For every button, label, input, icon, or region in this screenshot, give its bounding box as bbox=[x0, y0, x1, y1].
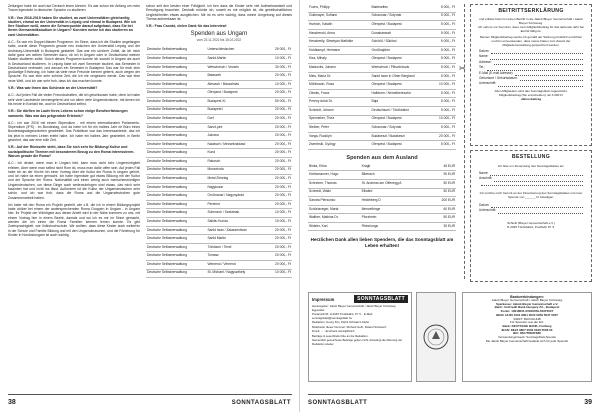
donation-place: Metal Zirkelag bbox=[206, 175, 266, 184]
bank-line: BIC: DEUTDE6F680 bbox=[513, 331, 541, 336]
table-row bbox=[308, 81, 456, 90]
donations-subtitle: vom 23.11.2021 bis 15.02.2022 bbox=[196, 38, 242, 43]
donation-amount: 20 000,- Ft bbox=[266, 115, 292, 124]
donation-place: Wemend / Véménd bbox=[206, 260, 266, 269]
membership-email-field[interactable]: E-Mail (E-mail Adresse): bbox=[471, 71, 591, 76]
order-address-2: H-2045 Törökbálint, Postfach Pf. 5. bbox=[506, 224, 556, 229]
donation-name: Deutsche Selbstverwaltung bbox=[146, 175, 206, 184]
impressum-line: Postanschrift: H-2045 Törökbálint, Pf. 5. · E-Mail: sonntagsblatt@sonntagsblatt.hu bbox=[312, 312, 373, 320]
donation-place: Sankt-Martin bbox=[206, 55, 266, 64]
donation-place: Pforzheim bbox=[361, 214, 431, 223]
table-row bbox=[146, 80, 292, 89]
donation-amount: 20 000,- Ft bbox=[266, 200, 292, 209]
donation-place: Mecsekrda bbox=[206, 166, 266, 175]
membership-birth-field[interactable]: Geburtsort / Geburtsdatum: bbox=[471, 76, 591, 81]
table-row bbox=[146, 149, 292, 158]
bank-line: IBAN: DE24 6807 0030 0048 5508 00 bbox=[501, 327, 553, 332]
table-row bbox=[146, 97, 292, 106]
donation-amount: 5 000,- Ft bbox=[432, 64, 456, 73]
bank-line: Konto: 10918001-00000059-50370007 bbox=[500, 309, 554, 314]
paragraph: A.C.: Ich denke, wenn man in Ungarn lebt, kann man nicht sehr Ungerechtigkeit erleben. Aber wenn man selbst nicht Rom ist, muss man dafür offen sein. Auf jeden Fall habe ich an der Kirche hin einer Vortrag über die Kultur der Roma in Ungarn gehört, und ich habe da einen gemacht. Ich habe irgendwie gut etwas Bildung mit der Kultur und der Sprache der Roma. Nationalität und einen wenig auch menschenwürdigen Ungarndeutschen, um diese Dinge auch weiterzubringen sind etwas, das mich sehr fasziniert hat und nicht los lässt. Außerdem ist die Kultur der Ungarndeutschen sehr schön, und ich war froh, dass die Roma und die Ungarndeutschen gute Zusammenarbeit haben. bbox=[8, 161, 140, 200]
donation-name: Deutsche Selbstverwaltung bbox=[146, 235, 206, 244]
membership-outro-1: Allen Mitgliedern wird das Sonntagsblatt zugeschickt. bbox=[494, 88, 568, 93]
person-donations-table bbox=[308, 4, 456, 150]
membership-title: BEITRITTSERKLÄRUNG bbox=[498, 8, 564, 14]
donation-name: Deutsche Selbstverwaltung bbox=[146, 80, 206, 89]
membership-date-field[interactable]: Datum: bbox=[471, 49, 591, 54]
donation-name: Deutsche Selbstverwaltung bbox=[146, 132, 206, 141]
donation-amount: 15 000,- Ft bbox=[266, 218, 292, 227]
donation-amount: 20 000,- Ft bbox=[266, 235, 292, 244]
donation-amount: 5 000,- Ft bbox=[432, 55, 456, 64]
membership-intro-3: Meinen Mitgliedsbeitrag werde ich gemäß der Satzung pünktlich entrichten und bin einverstanden, dass meine Daten zum Zweck der Mitgliederverwaltung gespeichert werden. bbox=[479, 35, 583, 47]
donation-place: Pereked bbox=[206, 200, 266, 209]
donation-name: Deutsche Selbstverwaltung bbox=[146, 158, 206, 167]
membership-outro-2: Mitgliedsbeitrag (Sie entscheiden): ab 3.000 Ft bbox=[499, 92, 563, 97]
table-row bbox=[146, 166, 292, 175]
table-row bbox=[146, 55, 292, 64]
table-row bbox=[308, 132, 456, 141]
donation-amount: 10 000,- Ft bbox=[266, 209, 292, 218]
table-row bbox=[308, 64, 456, 73]
donation-place: Bataszek bbox=[206, 72, 266, 81]
donation-name: Binka, Erika bbox=[308, 163, 361, 171]
donation-amount: 5 000,- Ft bbox=[432, 106, 456, 115]
table-row bbox=[146, 192, 292, 201]
donation-amount: 10 000,- Ft bbox=[432, 115, 456, 124]
table-row bbox=[308, 12, 456, 21]
donation-amount: 20 000,- Ft bbox=[266, 89, 292, 98]
order-form bbox=[470, 150, 592, 282]
table-row bbox=[308, 179, 456, 188]
donation-place: Budakeszi / Budakeszi bbox=[371, 132, 432, 141]
donation-amount: 5 000,- Ft bbox=[432, 98, 456, 107]
donation-amount: 25 000,- Ft bbox=[266, 46, 292, 54]
donation-place: Ofenpest / Budapest bbox=[371, 115, 432, 124]
interview-question: V.R.: Von 2016-2019 haben Sie studiert, an zwei Universitäten gleichzeitig studiert, einmal an der Universität in Leipzig und einmal in Budapest. Wie ich Ihre Studium weiß, waren die Schwerpunkte darauf aufgebaut, dass Sie bei Ihrem Germanistikstudium in Ungarn? Konnten meine Ich das studieren an zwei Universitäten. bbox=[8, 15, 137, 37]
donation-name: Winkler, Karl bbox=[308, 222, 361, 231]
bank-line: Jakob Bleyer Gemeinschaft / Jakob Bleyer Közösség bbox=[491, 298, 563, 302]
table-row bbox=[308, 188, 456, 197]
donation-name: Deutsche Selbstverwaltung bbox=[146, 218, 206, 227]
donation-name: Deutsche Selbstverwaltung bbox=[146, 123, 206, 132]
donation-amount: 30 000,- Ft bbox=[266, 63, 292, 72]
interview-question: V.R.: Auf der Rückseite steht, dass Sie sich sehr für Bildung/ Kultur und sozialpolitische Themen mit besonderem Bezug zu den Roma interessieren. Warum gerade die Roma? bbox=[8, 145, 135, 158]
membership-note: Jahresbeitrag bbox=[520, 96, 542, 101]
donation-place: Ofenpest / Budapest bbox=[371, 81, 432, 90]
cut-line bbox=[464, 4, 465, 279]
donation-name: Varga, Rudolph bbox=[308, 132, 371, 141]
donation-place: Dunaharaszti bbox=[371, 29, 432, 38]
order-address-1: Schickt (Bleyer Gemeinschaft e.V.) bbox=[507, 220, 555, 225]
donation-name: Hofdsmanner, Hugo bbox=[308, 171, 361, 180]
paragraph: Ich habe mit den Roma ein Projekt gestellt, wie z.B. die ich in einem Bildungsprojekt habe drüber bei einem der andersprechenden Roma Gruppen in Ungarn - in Ungarn hier. Ihr Projekt der Wichtigste aus dieser Arbeit wird in der Nähe kommen zu uns, mit einem Vortrag hier in einem Bezirk, damals und wo ich es mir im Sinne gemacht, werden die ich einen die Roma Familien kennen lernen konnte. Es gibt Zweisprachigkeit, wie Volkshochschule. Wir wollten, dass diese Kinder auch weiterhin in der Schule und Familie Bildung und mit den Ungarndeutschen, und die Förderung für Kinder in Nordostungarn ist auch wichtig. bbox=[8, 202, 140, 237]
impressum-line: Herausgeber: Jakob Bleyer Gemeinschaft / Jakob Bleyer Közösség Egyesület bbox=[312, 304, 396, 312]
donation-place: Werischvár / Pilisvörösvár bbox=[371, 64, 432, 73]
donation-amount: 20 000,- Ft bbox=[266, 72, 292, 81]
scissors-icon: ✂ bbox=[459, 64, 466, 73]
abroad-donations-table bbox=[308, 163, 456, 232]
interview-question: V.R.: Was war Ihnen das Schönste an der Universität? bbox=[8, 86, 98, 91]
donation-amount: 10 000,- Ft bbox=[266, 269, 292, 278]
donation-place: Wetschesch / Vecsés bbox=[206, 63, 266, 72]
footer-rule bbox=[8, 394, 292, 395]
table-row bbox=[146, 269, 292, 278]
impressum-line: Beiträge & Leserbriefe bitte an die Redaktion. bbox=[312, 333, 369, 338]
donation-amount: 20 000,- Ft bbox=[266, 140, 292, 149]
bank-line: SWIFT: BACXHUHB bbox=[513, 316, 541, 321]
donation-name: Deutsche Selbstverwaltung bbox=[146, 55, 206, 64]
donation-amount: 20 000,- Ft bbox=[266, 192, 292, 201]
order-date-field[interactable]: Datum: bbox=[471, 203, 591, 208]
impressum-box bbox=[308, 292, 412, 382]
bank-line: Die Jakob Bleyer Gemeinschaft bedankt sich für jede Spende! bbox=[485, 338, 569, 343]
article-column-2 bbox=[146, 4, 292, 278]
donation-place: Nagykozar bbox=[206, 183, 266, 192]
table-row bbox=[146, 63, 292, 72]
society-emblem-icon bbox=[422, 323, 450, 351]
donation-name: Kiss, Mihaly bbox=[308, 55, 371, 64]
donation-name: Deutsche Selbstverwaltung bbox=[146, 166, 206, 175]
membership-name-field[interactable]: Name: bbox=[471, 54, 591, 59]
donation-name: Perény Antal Dr. bbox=[308, 98, 371, 107]
donation-place: Deutschsuel / Törökbálint bbox=[371, 106, 432, 115]
donation-name: Deutsche Selbstverwaltung bbox=[146, 226, 206, 235]
donation-place: Sanct-jure bbox=[206, 123, 266, 132]
table-row bbox=[146, 89, 292, 98]
donation-amount: 5 000,- Ft bbox=[432, 4, 456, 12]
donations-title: Spenden aus Ungarn bbox=[190, 31, 248, 38]
membership-phone-field[interactable]: Tel.: bbox=[471, 65, 591, 70]
table-row bbox=[308, 141, 456, 150]
table-row bbox=[146, 158, 292, 167]
impressum-label: Impressum bbox=[312, 296, 335, 302]
table-row bbox=[308, 163, 456, 171]
donation-name: Spenneker, Thea bbox=[308, 115, 371, 124]
table-row bbox=[308, 197, 456, 206]
donation-name: Deutsche Selbstverwaltung bbox=[146, 183, 206, 192]
table-row bbox=[308, 205, 456, 214]
donation-name: Schreiner, Thomas bbox=[308, 179, 361, 188]
paragraph: A.C.: Auf jeden Fall die vielen Freundschaften, die ich geschlossen habe, denn ich habe sehr viele Landsleute kennengelernt und vor allem viele Ungarndeutsche, mit denen ich bis heute in Kontakt bin, auch in Deutschland selbst. bbox=[8, 93, 140, 106]
donation-name: Mies, Maria Dr. bbox=[308, 72, 371, 81]
donation-name: Deutsche Selbstverwaltung bbox=[146, 115, 206, 124]
donation-amount: 20 000,- Ft bbox=[266, 260, 292, 269]
donation-amount: 90 EUR bbox=[430, 171, 456, 180]
paragraph: schon seit den besten einer Fähigkeit. Ich ben dass die Kinder sehr viel Aufmerksamkeit und Ermutigung brauchen. Deshalb möchte ich, soweit es mir möglich ist, die gesellschaftlichen Ungleichheiten etwas ausgleichen. Mir ist es sehr wichtig, dass meine Umgebung auf dieses Thema aufmerksam ist. bbox=[146, 4, 292, 21]
donation-amount: 5 000,- Ft bbox=[432, 124, 456, 133]
donation-amount: 20 000,- Ft bbox=[266, 106, 292, 115]
donor-column bbox=[308, 4, 456, 249]
donation-amount: 50 EUR bbox=[430, 179, 456, 188]
table-row bbox=[146, 46, 292, 54]
donation-place: Baja bbox=[371, 98, 432, 107]
donation-place: Sankt Iwan in Ofner Bergland bbox=[371, 72, 432, 81]
donation-place: Almasch / Bácsalmás bbox=[206, 80, 266, 89]
donation-name: Zsembsik, György bbox=[308, 141, 371, 150]
impressum-line: Redaktion: Georg Krix, Patrik Schwarcz-Kiefer bbox=[312, 320, 370, 324]
donation-place: Sankt Martin bbox=[206, 235, 266, 244]
donations-table bbox=[146, 46, 292, 278]
donation-amount: 50 EUR bbox=[430, 214, 456, 223]
donation-name: Haszberoki, Anna bbox=[308, 29, 371, 38]
donation-place: Halbturm / Németkeresztúr bbox=[371, 89, 432, 98]
table-row bbox=[146, 260, 292, 269]
donation-name: Hurbich, Katalin bbox=[308, 21, 371, 30]
donation-amount: 50 000,- Ft bbox=[266, 97, 292, 106]
donation-place: Törkäsch / Tevel bbox=[206, 243, 266, 252]
thanks-message: Herzlichen Dank allen lieben Spendern, die das Sonntagsblatt am Leben erhalten! bbox=[310, 237, 454, 249]
donation-place: Solmosch / Szalatnak bbox=[206, 209, 266, 218]
table-row bbox=[146, 235, 292, 244]
donation-amount: 5 000,- Ft bbox=[432, 21, 456, 30]
donation-amount: 45 EUR bbox=[430, 163, 456, 171]
membership-address-field[interactable]: Adresse: bbox=[471, 60, 591, 65]
donation-name: Deutsche Selbstverwaltung bbox=[146, 192, 206, 201]
donation-place: Kragit bbox=[361, 163, 431, 171]
donation-place: Kund bbox=[206, 149, 266, 158]
donation-name: Deutsche Selbstverwaltung bbox=[146, 149, 206, 158]
donation-name: Deutsche Selbstverwaltung bbox=[146, 243, 206, 252]
donation-name: Deutsche Selbstverwaltung bbox=[146, 209, 206, 218]
table-row bbox=[146, 115, 292, 124]
donation-amount: 30 EUR bbox=[430, 222, 456, 231]
donation-name: Schmidt, Johann bbox=[308, 106, 371, 115]
donation-place: Dorf bbox=[206, 115, 266, 124]
bank-line: Bank: DEUTSCHE BANK, Freiburg bbox=[502, 323, 552, 328]
donation-name: Heszbertly, Sitsetyán Mathilde bbox=[308, 38, 371, 47]
table-row bbox=[308, 46, 456, 55]
donation-place: Budapest I bbox=[206, 106, 266, 115]
table-row bbox=[146, 218, 292, 227]
donation-amount: 20 000,- Ft bbox=[266, 252, 292, 261]
donation-name: Schmidt, Waltz bbox=[308, 188, 361, 197]
donation-amount: 20 000,- Ft bbox=[432, 132, 456, 141]
donation-name: Deutsche Selbstverwaltung bbox=[146, 97, 206, 106]
table-row bbox=[146, 200, 292, 209]
donation-place: St. Andreas am Offenegg A bbox=[361, 179, 431, 188]
table-row bbox=[308, 21, 456, 30]
donation-amount: 10 000,- Ft bbox=[266, 80, 292, 89]
donation-amount: 20 000,- Ft bbox=[266, 226, 292, 235]
table-row bbox=[308, 4, 456, 12]
table-row bbox=[146, 209, 292, 218]
donation-name: Deutsche Selbstverwaltung bbox=[146, 140, 206, 149]
donation-place: Badeseltes bbox=[371, 4, 432, 12]
donation-place: Rheinlungs bbox=[361, 222, 431, 231]
donation-name: Walther, Mathias Dr. bbox=[308, 214, 361, 223]
impressum-line: Druck: ... · Erscheint vierteljährlich bbox=[312, 329, 355, 333]
donation-amount: 5 000,- Ft bbox=[432, 141, 456, 150]
bank-line: Sparkasse: Jakob Bleyer Gemeinschaft e.V. bbox=[495, 301, 559, 306]
donation-amount: 60 EUR bbox=[430, 205, 456, 214]
donation-place: Salkitu Kunda bbox=[206, 218, 266, 227]
order-intro: Ich bitte um Zusendung des Sonntagsblattes an: bbox=[497, 164, 565, 168]
donation-place: Budapest XI. bbox=[206, 97, 266, 106]
donation-place: Ellwärd bbox=[361, 188, 431, 197]
donation-place: Großnarad / Nagynyárád bbox=[206, 192, 266, 201]
table-row bbox=[308, 106, 456, 115]
sonntagsblatt-logo: SONNTAGSBLATT bbox=[354, 295, 408, 303]
interview-question: V.R.: Sie dürften im Laufe Ihres Lebens schon einige Berufserfahrungen sammeln. Was war das prägendste Erlebnis? bbox=[8, 109, 128, 118]
bank-line: Verwendungszweck: Sonntagsblatt-Spende bbox=[498, 335, 556, 340]
impressum-line: Namentlich gezeichnete Beiträge geben nicht unbedingt die Meinung der Redaktion wieder. bbox=[312, 338, 403, 346]
donation-amount: 5 000,- Ft bbox=[432, 29, 456, 38]
donation-place: Schaumar / Solymár bbox=[371, 12, 432, 21]
abroad-title: Spenden aus dem Ausland bbox=[346, 154, 418, 161]
membership-signature-field[interactable]: Unterschrift: bbox=[471, 81, 591, 86]
table-row bbox=[308, 115, 456, 124]
donation-amount: 10 000,- Ft bbox=[266, 55, 292, 64]
right-page bbox=[300, 0, 600, 412]
donation-name: Olesits, Franz bbox=[308, 89, 371, 98]
order-signature-field[interactable]: Unterschrift: bbox=[471, 208, 591, 213]
donation-amount: 20 000,- Ft bbox=[266, 175, 292, 184]
order-address-field-2[interactable] bbox=[471, 182, 591, 186]
donation-place: Großhajóber bbox=[371, 46, 432, 55]
donation-name: Deutsche Selbstverwaltung bbox=[146, 46, 206, 54]
donation-amount: 5 000,- Ft bbox=[432, 72, 456, 81]
emblem-box bbox=[416, 292, 456, 382]
table-row bbox=[308, 38, 456, 47]
paragraph: Zeitungen habe ich auch auf Deutsch lesen können. Es war schon ein Anfang um mein Traum irgendwie in deutscher Sprache zu studieren. bbox=[8, 4, 140, 13]
paragraph: A.C.: Ich war 2016 mit einem Stipendium - mit einem internationalen Parlaments-Stipendium (IPS) - im Bundestag, und da habe ich für ein halbes Jahr im Büro eines Bundestagsabgeordneten gearbeitet. Das Praktikum war das Interessanteste, das ich bis jetzt in meinem Leben erlebt habe. Ich habe ein halbes Jahr gearbeitet, in Berlin gewohnt, das war eine tolle Zeit. bbox=[8, 120, 140, 143]
membership-intro-2: Ich nehme zur Kenntnis, dass mein Mitgliedsbeitrag für das laufende Jahr bei Eintritt fällig ist. bbox=[478, 25, 584, 33]
table-row bbox=[308, 72, 456, 81]
table-row bbox=[146, 123, 292, 132]
footer-brand: SONNTAGSBLATT bbox=[231, 400, 291, 406]
page-number: 39 bbox=[584, 399, 592, 406]
table-row bbox=[308, 29, 456, 38]
donation-amount: 50 EUR bbox=[430, 188, 456, 197]
donation-amount: 200 EUR bbox=[430, 197, 456, 206]
donation-place: Unterschlesischen bbox=[206, 46, 266, 54]
donation-place: Jakowa bbox=[206, 132, 266, 141]
table-row bbox=[146, 106, 292, 115]
donation-place: Rakosch bbox=[206, 158, 266, 167]
donation-amount: 20 000,- Ft bbox=[266, 243, 292, 252]
donation-amount: 10 000,- Ft bbox=[432, 81, 456, 90]
donation-place: Heidelberg D bbox=[361, 197, 431, 206]
donation-amount: 5 000,- Ft bbox=[432, 89, 456, 98]
donation-name: Sandra Pfersonko bbox=[308, 197, 361, 206]
table-row bbox=[308, 171, 456, 180]
footer-brand: SONNTAGSBLATT bbox=[308, 400, 368, 406]
bank-line: Bank: UniCredit Bank Hungary Zrt., Budapest bbox=[494, 305, 560, 310]
donation-name: Deutsche Selbstverwaltung bbox=[146, 269, 206, 278]
bank-line: Für Spenden aus der EU: bbox=[509, 320, 545, 325]
footer-rule bbox=[308, 394, 592, 395]
donation-name: Deutsche Selbstverwaltung bbox=[146, 200, 206, 209]
table-row bbox=[308, 124, 456, 133]
donation-amount: 5 000,- Ft bbox=[432, 46, 456, 55]
donation-name: Deutsche Selbstverwaltung bbox=[146, 72, 206, 81]
table-row bbox=[146, 132, 292, 141]
table-row bbox=[146, 243, 292, 252]
donation-place: Sankt Iwan / Zalaszentiván bbox=[206, 226, 266, 235]
impressum-line: Mitarbeiter dieser Nummer: Richard Guth, Roland Schwarcz bbox=[312, 324, 387, 329]
bank-title: Bankverbindungen: bbox=[510, 295, 544, 299]
order-title: BESTELLUNG bbox=[511, 154, 551, 160]
donation-place: Ofenpest / Budapest bbox=[371, 21, 432, 30]
table-row bbox=[308, 222, 456, 231]
donation-name: Markovits, Johann bbox=[308, 64, 371, 73]
table-row bbox=[146, 252, 292, 261]
donation-amount: 20 000,- Ft bbox=[266, 123, 292, 132]
donation-place: Schörlő / Sükösd bbox=[371, 38, 432, 47]
donation-place: Tomasz bbox=[206, 252, 266, 261]
page-number: 38 bbox=[8, 399, 16, 406]
table-row bbox=[146, 175, 292, 184]
table-row bbox=[146, 140, 292, 149]
donation-name: Deutsche Selbstverwaltung bbox=[146, 260, 206, 269]
order-donation-text: Ich möchte mich hiermit an der Finanzierung des Sonntagsblattes mit einer Spende von ______ Ft beteiligen: bbox=[479, 190, 583, 199]
table-row bbox=[146, 72, 292, 81]
paragraph: A.C.: Es war ein Doppel-Master Programm. Im Sinne, dass ich die Studien angefangen habe, wurde diese Programm gerade neu zwischen der Universität Leipzig und der Andrássy-Universität in Budapest gestartet. Das war ein schöner Zufall, da ich mich dafür ganz am selben Semester dazu, ob ich in Ungarn oder in Deutschland meinen Master studieren sollte. Durch dieses Programm konnte ich sowohl in Ungarn als auch in Deutschland studieren. In Leipzig habe ich zwei Semester studiert, das Semester in Deutschland verbracht, und danach ein Semester in Budapest. Das war für mich eine großartige Erfahrung, ich habe da viele neue Freunde kennen gelernt, auch wegen der Sprache. Es war eine sehr schöne Zeit, die ich nie vergessen werde. Das war eine neue Welt, und ich war sehr froh, dass ich das machen konnte. bbox=[8, 40, 140, 83]
donation-amount: 20 000,- Ft bbox=[266, 183, 292, 192]
donation-name: Holdkampf, Hermann bbox=[308, 46, 371, 55]
donation-amount: 5 000,- Ft bbox=[432, 12, 456, 21]
donation-amount: 5 000,- Ft bbox=[432, 38, 456, 47]
donation-name: Deutsche Selbstverwaltung bbox=[146, 89, 206, 98]
donation-amount: 20 000,- Ft bbox=[266, 132, 292, 141]
bank-details-box bbox=[462, 292, 592, 382]
donation-place: Nadasch / Mecseknádasd bbox=[206, 140, 266, 149]
table-row bbox=[146, 183, 292, 192]
donation-name: Deutsche Selbstverwaltung bbox=[146, 63, 206, 72]
donation-place: Schaumar / Solymár bbox=[371, 124, 432, 133]
table-row bbox=[308, 98, 456, 107]
donation-amount: 20 000,- Ft bbox=[266, 166, 292, 175]
order-name-field[interactable]: Name: bbox=[471, 171, 591, 176]
donation-name: Deutsche Selbstverwaltung bbox=[146, 106, 206, 115]
donation-place: Ofenpest / Budapest bbox=[206, 89, 266, 98]
donation-name: Fuchs, Philipp bbox=[308, 4, 371, 12]
donation-place: Ofenpest / Budapest bbox=[371, 141, 432, 150]
membership-intro-1: und erkläre hiermit meinen Beitritt in die Jakob Bleyer Gemeinschaft / Jakob Bleyer Közösség. bbox=[478, 17, 584, 25]
donation-place: Menzelbinge bbox=[361, 205, 431, 214]
donation-name: Guttmayer, Sofiann bbox=[308, 12, 371, 21]
table-row bbox=[146, 226, 292, 235]
donation-place: Ofenpest / Budapest bbox=[371, 55, 432, 64]
donation-place: St. Michael / Nagyszékely bbox=[206, 269, 266, 278]
donation-name: Steiber, Peter bbox=[308, 124, 371, 133]
bank-line: IBAN: HU36 1091 8001 0000 0059 5037 0007 bbox=[496, 312, 558, 317]
table-row bbox=[308, 89, 456, 98]
donation-amount: 20 000,- Ft bbox=[266, 158, 292, 167]
article-column-1 bbox=[8, 4, 140, 240]
interview-question: V.R.: Frau Csontó, vielen Dank für das Interview! bbox=[146, 24, 227, 29]
donation-amount: 20 000,- Ft bbox=[266, 149, 292, 158]
donation-name: Schörlaveger, Maria bbox=[308, 205, 361, 214]
donation-name: Mühlmann, Rosa bbox=[308, 81, 371, 90]
order-address-field[interactable]: Anschrift: bbox=[471, 176, 591, 181]
donation-place: Biberach bbox=[361, 171, 431, 180]
table-row bbox=[308, 55, 456, 64]
donation-name: Deutsche Selbstverwaltung bbox=[146, 252, 206, 261]
table-row bbox=[308, 214, 456, 223]
membership-form bbox=[470, 4, 592, 146]
